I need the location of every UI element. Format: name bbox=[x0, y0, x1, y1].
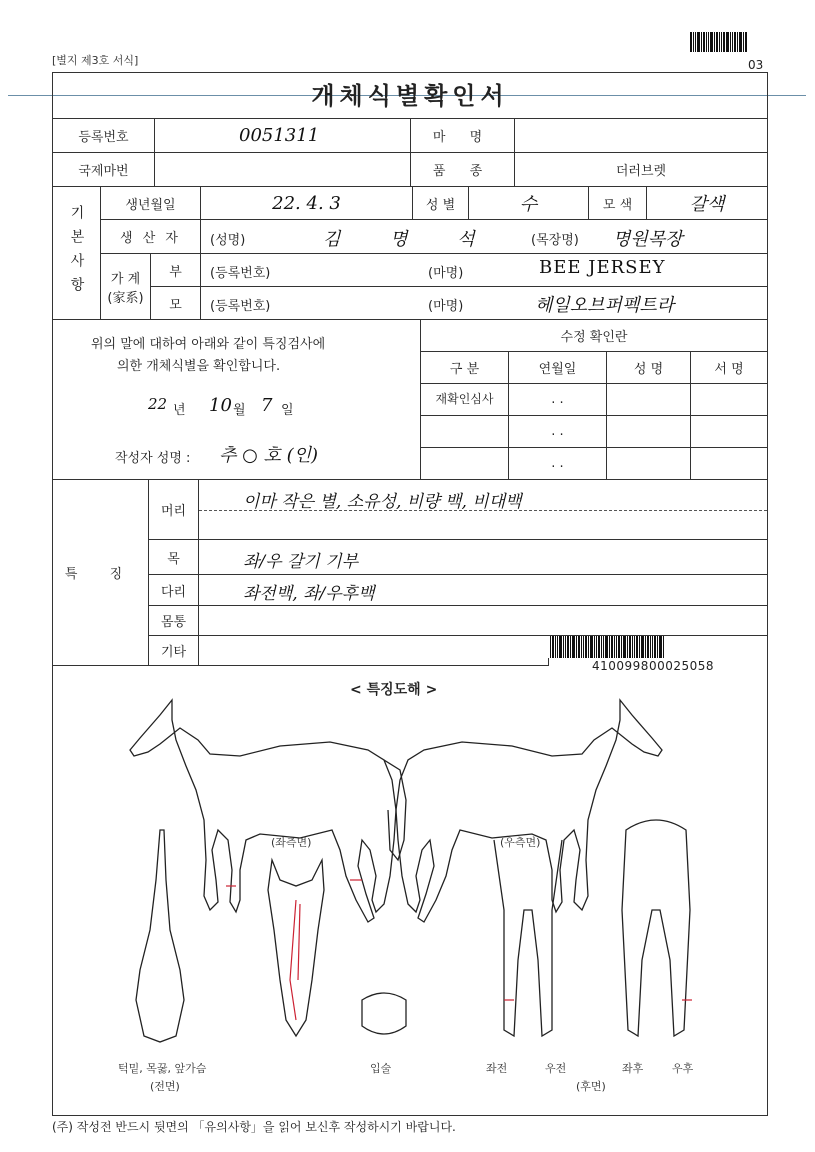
horse-name-label: 마 명 bbox=[411, 119, 515, 153]
dam-reg-label: (등록번호) bbox=[210, 299, 271, 314]
birth-value: 22. 4. 3 bbox=[272, 192, 341, 214]
revision-row2-sign bbox=[691, 416, 767, 448]
confirm-text-1: 위의 말에 대하여 아래와 같이 특징검사에 bbox=[91, 337, 326, 352]
revision-row2-name bbox=[607, 416, 691, 448]
writer-label: 작성자 성명 : bbox=[115, 451, 191, 466]
farm-label: (목장명) bbox=[531, 233, 579, 248]
head-value: 이마 작은 별, 소유성, 비량 백, 비대백 bbox=[243, 492, 522, 512]
document-title: 개체식별확인서 bbox=[52, 72, 768, 119]
confirm-date-year-label: 년 bbox=[173, 403, 186, 418]
left-front-label: 좌전 bbox=[486, 1062, 508, 1075]
intl-name-value bbox=[155, 153, 411, 187]
front-neck-outline bbox=[136, 830, 184, 1042]
revision-row2-date: . . bbox=[509, 416, 607, 448]
legs-label: 다리 bbox=[149, 575, 199, 606]
confirm-date-year: 22 bbox=[148, 395, 168, 413]
reg-no-value-cell bbox=[155, 119, 411, 153]
birth-label: 생년월일 bbox=[101, 187, 201, 220]
producer-name-value: 김 명 석 bbox=[323, 229, 497, 250]
writer-value: 추 ○ 호 (인) bbox=[219, 445, 319, 466]
revision-row3-type bbox=[421, 448, 509, 480]
sire-reg-label: (등록번호) bbox=[210, 266, 271, 281]
revision-row2-type bbox=[421, 416, 509, 448]
sire-label: 부 bbox=[151, 254, 201, 287]
sire-name-label: (마명) bbox=[428, 266, 464, 281]
farm-value: 명원목장 bbox=[613, 229, 683, 250]
basic-section-label bbox=[53, 187, 101, 320]
body-value bbox=[199, 606, 767, 636]
form-label: [별지 제3호 서식] bbox=[52, 54, 139, 67]
sex-label: 성 별 bbox=[413, 187, 469, 220]
color-value: 갈색 bbox=[689, 194, 725, 215]
left-side-label: (좌측면) bbox=[271, 836, 312, 849]
sire-name-value: BEE JERSEY bbox=[539, 257, 666, 278]
footer-note: (주) 작성전 반드시 뒷면의 「유의사항」을 읽어 보신후 작성하시기 바랍니다. bbox=[52, 1120, 456, 1134]
lips-outline bbox=[362, 993, 406, 1034]
neck-label: 목 bbox=[149, 540, 199, 575]
page-number: 03 bbox=[748, 58, 764, 72]
basic-section-text: 기본사항 bbox=[68, 205, 85, 301]
diagram-title: < 특징도해 > bbox=[350, 682, 438, 698]
dam-label: 모 bbox=[151, 287, 201, 320]
color-value-cell bbox=[647, 187, 767, 220]
left-side-horse-outline bbox=[130, 700, 396, 922]
revision-col-sign: 서 명 bbox=[691, 352, 767, 384]
body-label: 몸통 bbox=[149, 606, 199, 636]
etc-label: 기타 bbox=[149, 636, 199, 666]
pedigree-label: 가 계 bbox=[110, 271, 141, 287]
revision-col-type: 구 분 bbox=[421, 352, 509, 384]
dam-name-label: (마명) bbox=[428, 299, 464, 314]
revision-row1-sign bbox=[691, 384, 767, 416]
breed-label: 품 종 bbox=[411, 153, 515, 187]
right-front-label: 우전 bbox=[545, 1062, 567, 1075]
reg-no-value: 0051311 bbox=[239, 125, 320, 146]
sex-value-cell bbox=[469, 187, 589, 220]
rear-view-label: (후면) bbox=[576, 1080, 606, 1093]
neck-value: 좌/우 갈기 기부 bbox=[243, 552, 359, 572]
features-section-label: 특 징 bbox=[53, 480, 149, 666]
breed-value: 더러브렛 bbox=[515, 153, 767, 187]
confirm-date-month-label: 월 bbox=[233, 403, 246, 418]
head-label: 머리 bbox=[149, 480, 199, 540]
dam-name-value: 헤일오브퍼펙트라 bbox=[535, 295, 675, 316]
serial-barcode bbox=[548, 636, 666, 658]
sire-row bbox=[201, 254, 767, 287]
intl-name-label: 국제마번 bbox=[53, 153, 155, 187]
revision-row1-date: . . bbox=[509, 384, 607, 416]
confirm-date-month: 10 bbox=[209, 395, 232, 416]
confirm-date-day: 7 bbox=[261, 395, 273, 416]
sex-value: 수 bbox=[519, 194, 538, 215]
revision-row1-name bbox=[607, 384, 691, 416]
right-side-label: (우측면) bbox=[500, 836, 541, 849]
dam-row bbox=[201, 287, 767, 320]
revision-col-name: 성 명 bbox=[607, 352, 691, 384]
revision-col-date: 연월일 bbox=[509, 352, 607, 384]
birth-value-cell bbox=[201, 187, 413, 220]
revision-row3-sign bbox=[691, 448, 767, 480]
producer-label: 생 산 자 bbox=[101, 220, 201, 254]
producer-name-label: (성명) bbox=[210, 233, 246, 248]
revision-row3-date: . . bbox=[509, 448, 607, 480]
right-side-horse-outline bbox=[396, 700, 662, 922]
front-view-label: (전면) bbox=[150, 1080, 180, 1093]
left-hind-label: 좌후 bbox=[622, 1062, 644, 1075]
horse-diagram bbox=[100, 680, 740, 1080]
top-barcode bbox=[690, 32, 747, 52]
hind-rear-outline bbox=[622, 820, 690, 1036]
serial-number: 410099800025058 bbox=[592, 659, 715, 673]
right-hind-label: 우후 bbox=[672, 1062, 694, 1075]
pedigree-label-cell bbox=[101, 254, 151, 320]
reg-no-label: 등록번호 bbox=[53, 119, 155, 153]
lips-label: 입술 bbox=[370, 1062, 392, 1075]
head-front-outline bbox=[268, 860, 324, 1036]
etc-value bbox=[199, 636, 549, 666]
revision-row3-name bbox=[607, 448, 691, 480]
pedigree-hanja: (家系) bbox=[107, 290, 144, 306]
horse-name-value bbox=[515, 119, 767, 153]
revision-row1-type: 재확인심사 bbox=[421, 384, 509, 416]
revision-title: 수정 확인란 bbox=[421, 320, 767, 352]
legs-value: 좌전백, 좌/우후백 bbox=[243, 584, 375, 604]
front-caption: 턱밑, 목꿇, 앞가슴 bbox=[118, 1062, 207, 1075]
confirm-date-day-label: 일 bbox=[281, 403, 294, 418]
color-label: 모 색 bbox=[589, 187, 647, 220]
confirm-text-2: 의한 개체식별을 확인합니다. bbox=[117, 359, 281, 374]
